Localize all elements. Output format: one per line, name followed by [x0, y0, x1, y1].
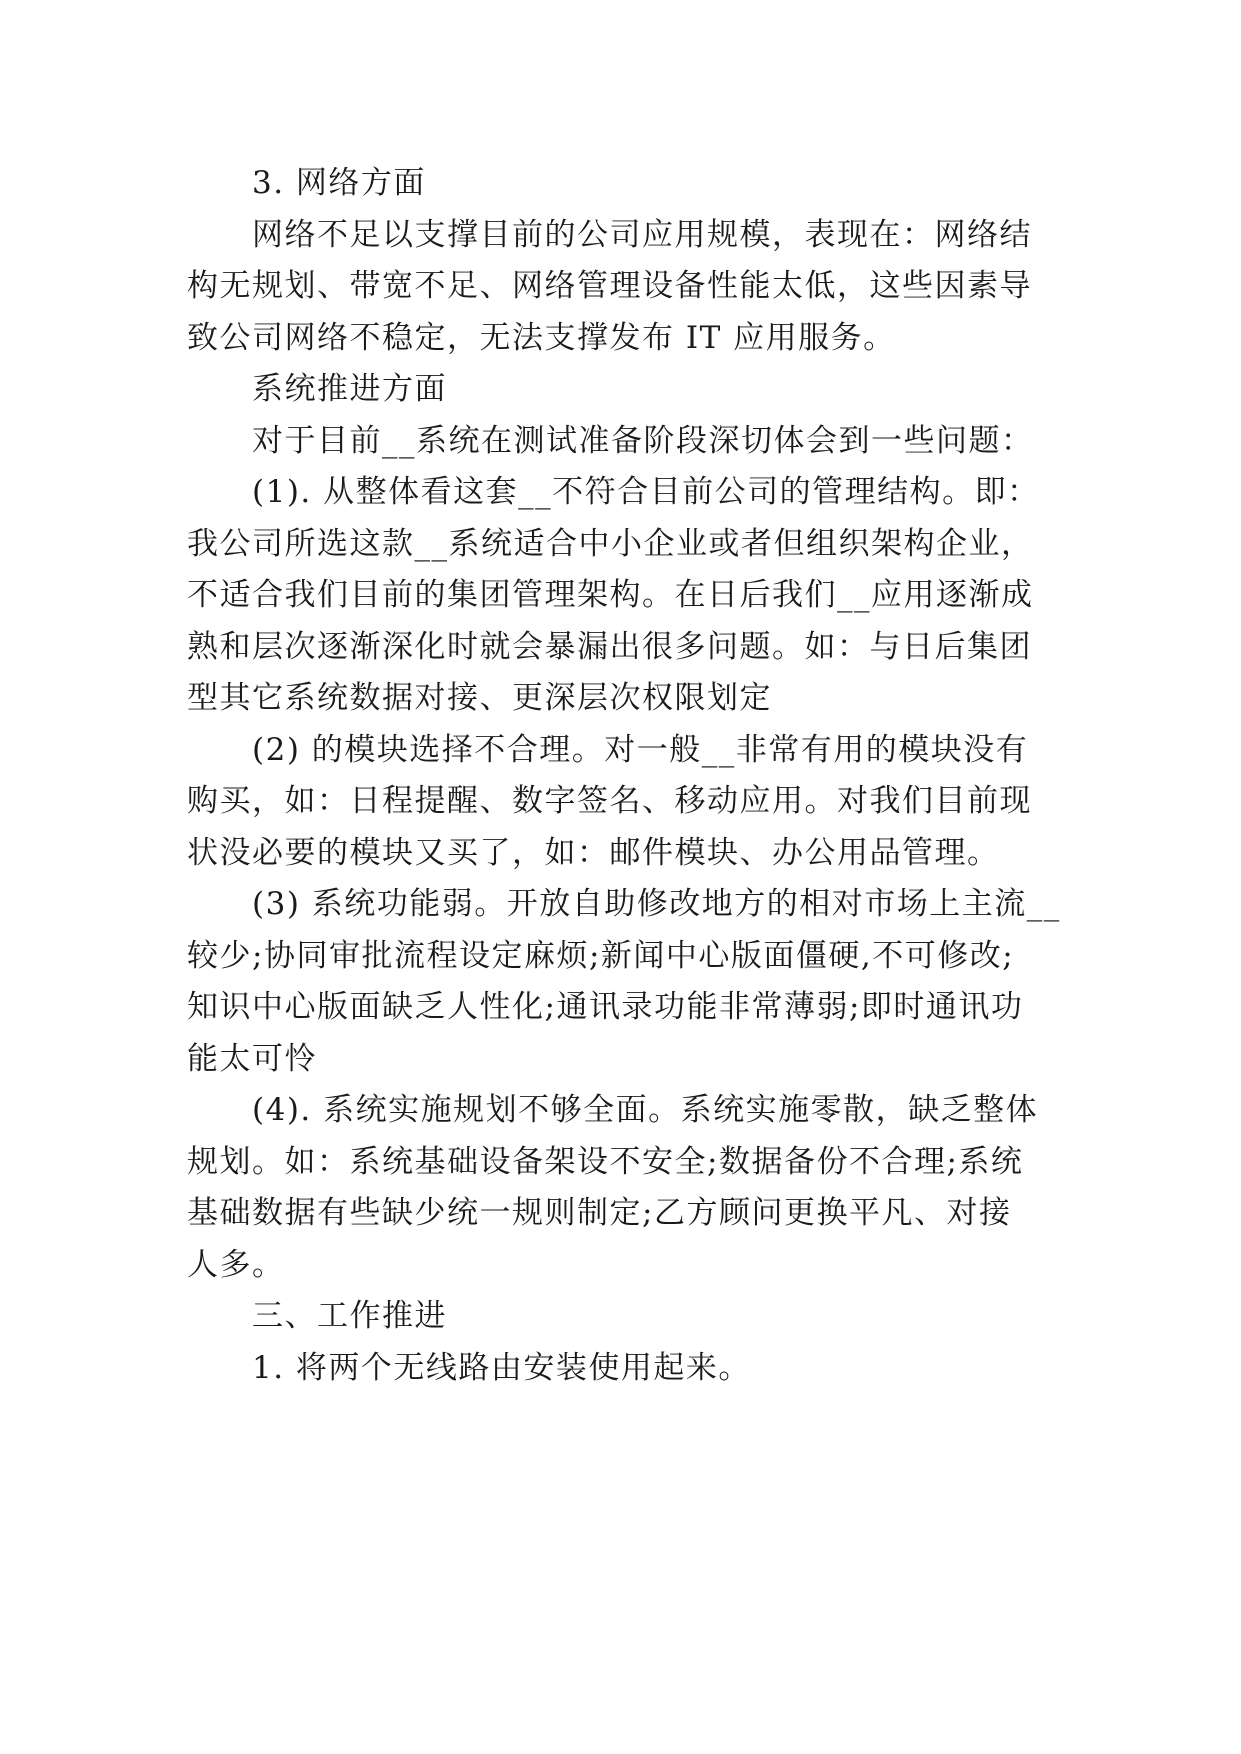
- paragraph-line: 熟和层次逐渐深化时就会暴漏出很多问题。如：与日后集团: [187, 629, 1032, 665]
- paragraph-line: 能太可怜: [187, 1041, 317, 1077]
- paragraph-line: (4). 系统实施规划不够全面。系统实施零散，缺乏整体: [252, 1092, 1039, 1128]
- paragraph-line: 基础数据有些缺少统一规则制定;乙方顾问更换平凡、对接: [187, 1195, 1012, 1231]
- paragraph-line: 致公司网络不稳定，无法支撑发布 IT 应用服务。: [187, 320, 896, 356]
- section-heading-system: 系统推进方面: [252, 371, 447, 407]
- paragraph-line: 我公司所选这款__系统适合中小企业或者但组织架构企业，: [187, 526, 1034, 562]
- paragraph-line: 规划。如：系统基础设备架设不安全;数据备份不合理;系统: [187, 1144, 1024, 1180]
- paragraph-line: 状没必要的模块又买了，如：邮件模块、办公用品管理。: [187, 835, 1000, 871]
- paragraph-line: 型其它系统数据对接、更深层次权限划定: [187, 680, 772, 716]
- paragraph-line: (3) 系统功能弱。开放自助修改地方的相对市场上主流__: [252, 886, 1061, 922]
- paragraph-line: 构无规划、带宽不足、网络管理设备性能太低，这些因素导: [187, 268, 1032, 304]
- paragraph-line: (1). 从整体看这套__不符合目前公司的管理结构。即：: [252, 474, 1040, 510]
- section-heading-work: 三、工作推进: [252, 1298, 447, 1334]
- paragraph-line: 对于目前__系统在测试准备阶段深切体会到一些问题：: [252, 423, 1034, 459]
- paragraph-line: 购买，如：日程提醒、数字签名、移动应用。对我们目前现: [187, 783, 1032, 819]
- paragraph-line: 知识中心版面缺乏人性化;通讯录功能非常薄弱;即时通讯功: [187, 989, 1024, 1025]
- section-heading-network: 3. 网络方面: [252, 165, 426, 201]
- paragraph-line: (2) 的模块选择不合理。对一般__非常有用的模块没有: [252, 732, 1029, 768]
- paragraph-line: 网络不足以支撑目前的公司应用规模，表现在：网络结: [252, 217, 1032, 253]
- paragraph-line: 1. 将两个无线路由安装使用起来。: [252, 1350, 751, 1386]
- paragraph-line: 人多。: [187, 1247, 285, 1283]
- paragraph-line: 不适合我们目前的集团管理架构。在日后我们__应用逐渐成: [187, 577, 1034, 613]
- paragraph-line: 较少;协同审批流程设定麻烦;新闻中心版面僵硬,不可修改;: [187, 938, 1015, 974]
